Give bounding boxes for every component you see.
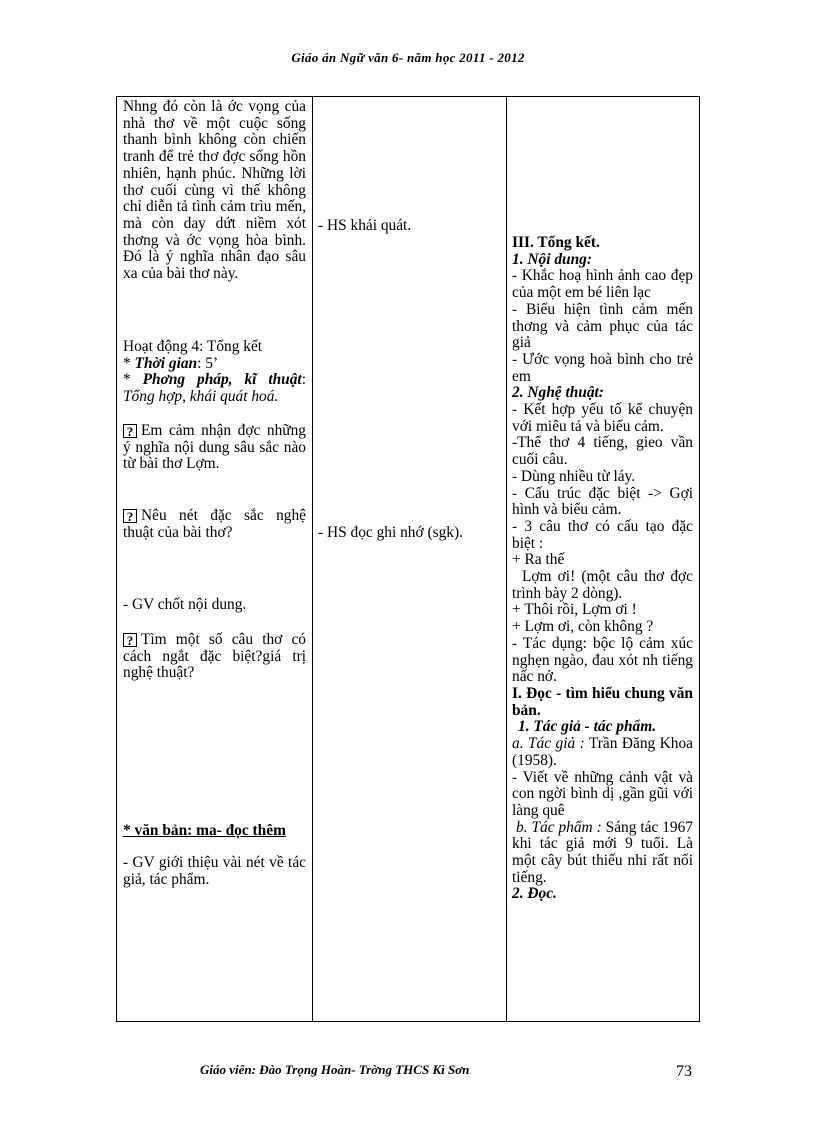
art-item: - Tác dụng: bộc lộ cảm xúc nghẹn ngào, đau xót nh tiếng nấc nở. — [512, 634, 693, 686]
student-note-2: - HS đọc ghi nhớ (sgk). — [318, 524, 463, 541]
student-note-1: - HS khái quát. — [318, 217, 412, 234]
teacher-credit: Giáo viên: Đào Trọng Hoàn- Trờng THCS Kì Sơn — [200, 1062, 470, 1077]
page-number: 73 — [676, 1063, 692, 1080]
activity-heading: Hoạt động 4: Tổng kết — [123, 338, 263, 355]
question-1: ? Em cảm nhận đợc những ý nghĩa nội dung sâu sắc nào từ bài thơ Lợm. — [123, 422, 306, 473]
art-item: + Ra thế — [512, 551, 565, 569]
method-line: * Phơng pháp, kĩ thuật: Tổng hợp, khái quát hoá. — [123, 371, 306, 406]
teacher-note-1: - GV chốt nội dung. — [123, 596, 247, 613]
art-heading: 2. Nghệ thuật: — [512, 384, 604, 402]
author-work-heading: 1. Tác giả - tác phẩm. — [518, 718, 657, 736]
content-heading: 1. Nội dung: — [512, 250, 592, 268]
art-item: - 3 câu thơ có cấu tạo đặc biệt : — [512, 517, 693, 552]
author-line: a. Tác giả : Trần Đăng Khoa (1958). — [512, 735, 693, 769]
art-item: Lợm ơi! (một câu thơ đợc trình bày 2 dòng). — [512, 568, 693, 602]
summary-heading: III. Tổng kết. — [512, 234, 600, 251]
teacher-note-2: - GV giới thiệu vài nét về tác giả, tác phẩm. — [123, 854, 306, 888]
content-item: - Biểu hiện tình cảm mến thơng và cảm phục của tác giả — [512, 300, 693, 352]
teacher-activity-column — [117, 97, 312, 1021]
art-item: -Thể thơ 4 tiếng, gieo vần cuối câu. — [512, 434, 693, 469]
page-header: Giáo án Ngữ văn 6- năm học 2011 - 2012 — [291, 50, 525, 65]
activity-block — [123, 339, 306, 406]
work-line: b. Tác phẩm : Sáng tác 1967 khi tác giả mới 9 tuổi. Là một cây bút thiếu nhi rất nổi tiếng. — [512, 818, 693, 886]
author-note: - Viết về những cảnh vật và con ngời bình dị ,gần gũi với làng quê — [512, 768, 693, 819]
question-icon: ? — [123, 424, 137, 438]
question-icon: ? — [123, 509, 137, 523]
art-item: + Thôi rồi, Lợm ơi ! — [512, 601, 637, 619]
reading-section-heading: I. Đọc - tìm hiểu chung văn bản. — [512, 684, 693, 719]
reading-heading: 2. Đọc. — [512, 885, 557, 903]
question-icon: ? — [123, 633, 137, 647]
reading-text-title: * văn bản: ma- đọc thêm — [123, 822, 286, 839]
conclusion-paragraph: Nhng đó còn là ớc vọng của nhà thơ về một cuộc sống thanh bình không còn chiến tranh để trẻ thơ đợc sống hồn nhiên, hạnh phúc. Những lời thơ cuối cùng vì thế không chỉ diễn tả tình cảm trìu mến, mà còn day dứt niềm xót thơng và ớc vọng hòa bình. Đó là ý nghĩa nhân đạo sâu xa của bài thơ này. — [123, 98, 306, 283]
art-item: - Kết hợp yếu tố kể chuyện với miêu tả và biểu cảm. — [512, 401, 693, 435]
art-item: + Lợm ơi, còn không ? — [512, 618, 654, 636]
question-2: ? Nêu nét đặc sắc nghệ thuật của bài thơ? — [123, 507, 306, 541]
student-activity-column — [312, 97, 506, 1021]
content-column — [506, 97, 699, 1021]
summary-block — [512, 235, 693, 903]
page-footer — [200, 1062, 700, 1078]
art-item: - Cấu trúc đặc biệt -> Gợi hình và biểu cảm. — [512, 484, 693, 519]
lesson-table — [116, 96, 700, 1022]
time-line: * Thời gian: 5’ — [123, 354, 219, 372]
content-item: - Khắc hoạ hình ảnh cao đẹp của một em bé liên lạc — [512, 267, 693, 302]
question-3: ? Tìm một số câu thơ có cách ngắt đặc biệt?giá trị nghệ thuật? — [123, 631, 306, 682]
art-item: - Dùng nhiều từ láy. — [512, 467, 636, 485]
content-item: - Ước vọng hoà bình cho trẻ em — [512, 350, 693, 385]
